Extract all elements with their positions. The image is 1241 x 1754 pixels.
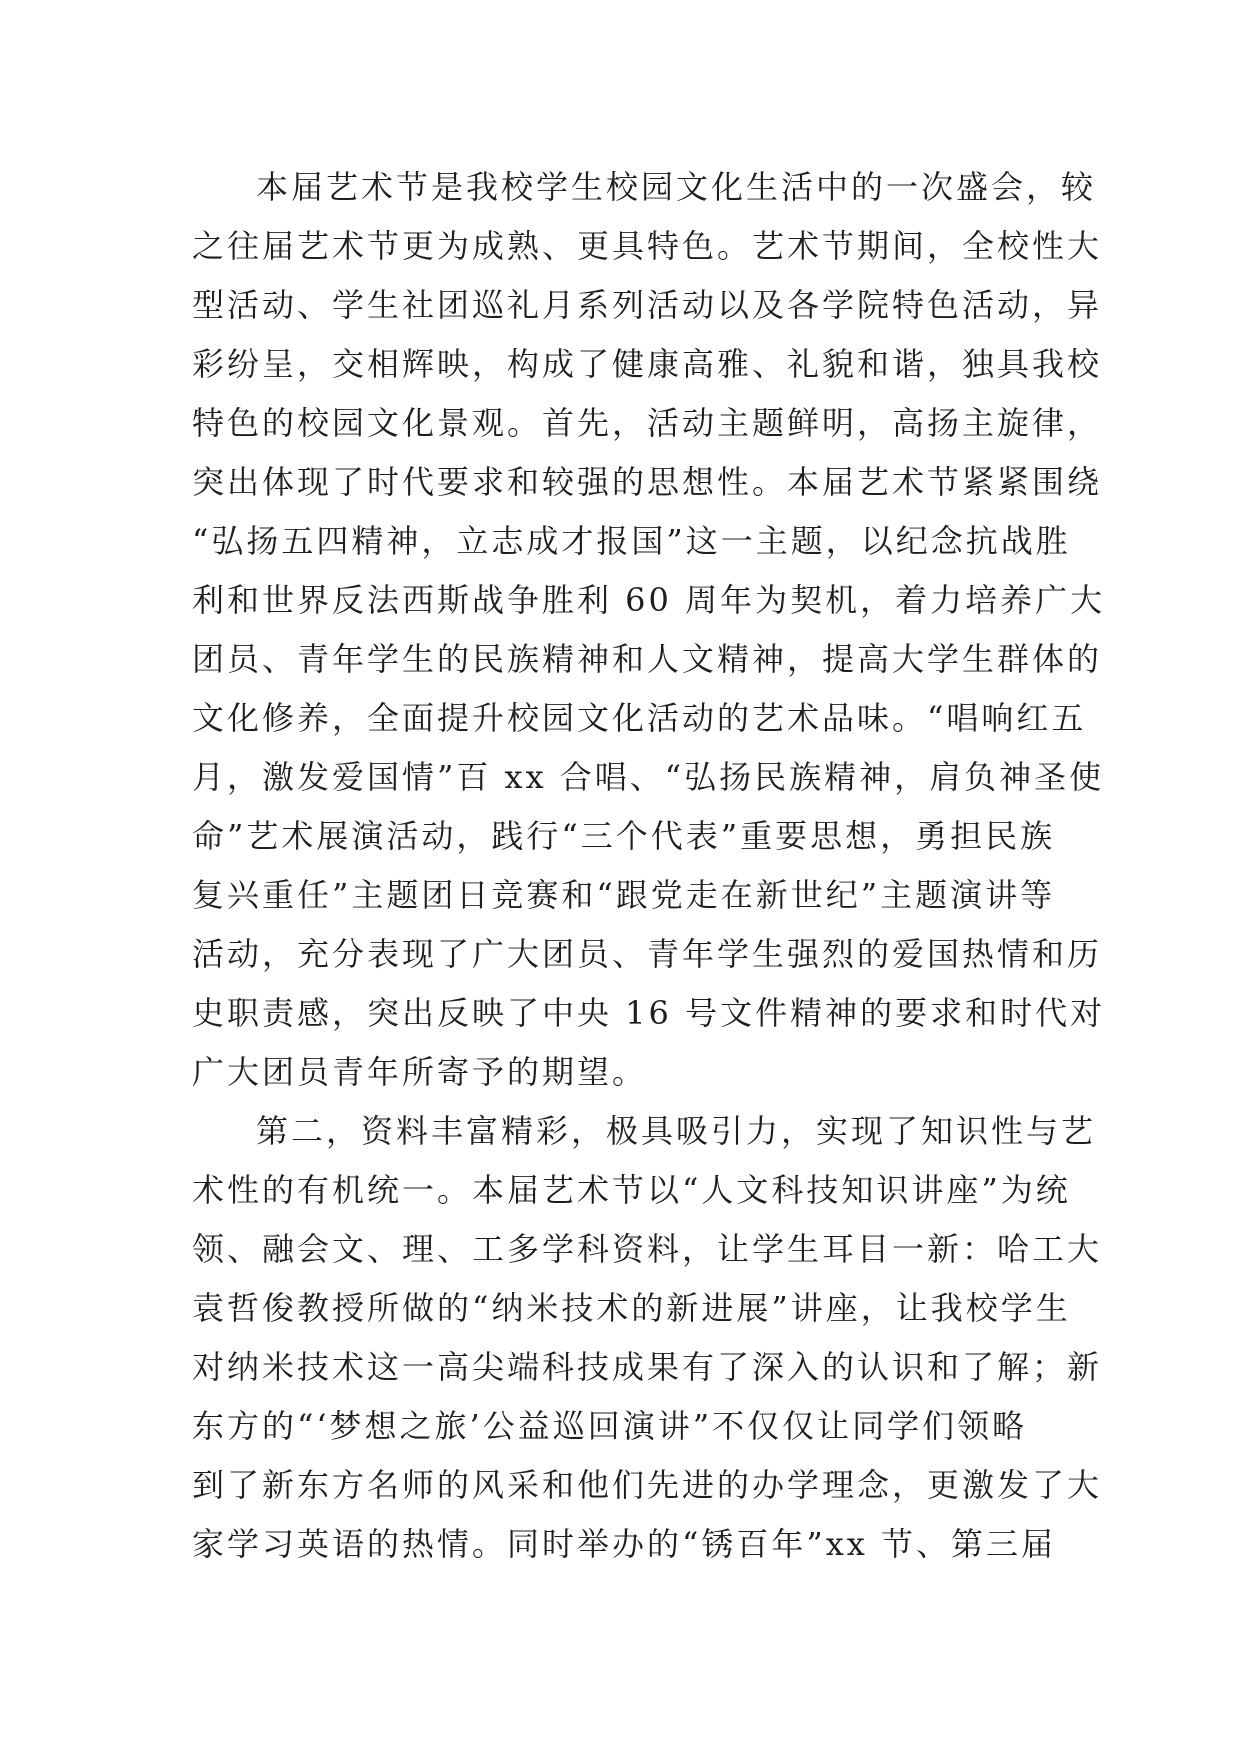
paragraph-2-line: 领、融会文、理、工多学科资料，让学生耳目一新：哈工大 <box>192 1230 1103 1268</box>
paragraph-1-line: 活动，充分表现了广大团员、青年学生强烈的爱国热情和历 <box>192 935 1103 973</box>
paragraph-1 <box>192 158 1106 1102</box>
paragraph-1-line: 广大团员青年所寄予的期望。 <box>192 1053 648 1091</box>
paragraph-2-line: 东方的“‘梦想之旅’公益巡回演讲”不仅仅让同学们领略 <box>192 1407 1028 1445</box>
paragraph-1-line: 彩纷呈，交相辉映，构成了健康高雅、礼貌和谐，独具我校 <box>192 345 1103 383</box>
paragraph-2-line: 第二，资料丰富精彩，极具吸引力，实现了知识性与艺 <box>256 1112 1097 1150</box>
paragraph-1-line: 之往届艺术节更为成熟、更具特色。艺术节期间，全校性大 <box>192 227 1103 265</box>
paragraph-1-line: 月，激发爱国情”百 xx 合唱、“弘扬民族精神，肩负神圣使 <box>192 758 1105 796</box>
paragraph-1-line: 命”艺术展演活动，践行“三个代表”重要思想，勇担民族 <box>192 817 1056 855</box>
paragraph-1-line: 史职责感，突出反映了中央 16 号文件精神的要求和时代对 <box>192 994 1106 1032</box>
paragraph-1-line: 突出体现了时代要求和较强的思想性。本届艺术节紧紧围绕 <box>192 463 1103 501</box>
paragraph-1-line: 利和世界反法西斯战争胜利 60 周年为契机，着力培养广大 <box>192 581 1106 619</box>
paragraph-2-line: 袁哲俊教授所做的“纳米技术的新进展”讲座，让我校学生 <box>192 1289 1071 1327</box>
paragraph-1-line: 型活动、学生社团巡礼月系列活动以及各学院特色活动，异 <box>192 286 1103 324</box>
paragraph-1-line: “弘扬五四精神，立志成才报国”这一主题，以纪念抗战胜 <box>192 522 1071 560</box>
document-body <box>192 158 1106 1574</box>
paragraph-1-line: 本届艺术节是我校学生校园文化生活中的一次盛会，较 <box>256 168 1097 206</box>
paragraph-2 <box>192 1102 1103 1574</box>
paragraph-1-line: 复兴重任”主题团日竞赛和“跟党走在新世纪”主题演讲等 <box>192 876 1056 914</box>
paragraph-1-line: 团员、青年学生的民族精神和人文精神，提高大学生群体的 <box>192 640 1103 678</box>
paragraph-2-line: 对纳米技术这一高尖端科技成果有了深入的认识和了解；新 <box>192 1348 1103 1386</box>
paragraph-1-line: 文化修养，全面提升校园文化活动的艺术品味。“唱响红五 <box>192 699 1087 737</box>
paragraph-2-line: 家学习英语的热情。同时举办的“锈百年”xx 节、第三届 <box>192 1525 1056 1563</box>
paragraph-2-line: 到了新东方名师的风采和他们先进的办学理念，更激发了大 <box>192 1466 1103 1504</box>
paragraph-2-line: 术性的有机统一。本届艺术节以“人文科技知识讲座”为统 <box>192 1171 1071 1209</box>
paragraph-1-line: 特色的校园文化景观。首先，活动主题鲜明，高扬主旋律， <box>192 404 1103 442</box>
